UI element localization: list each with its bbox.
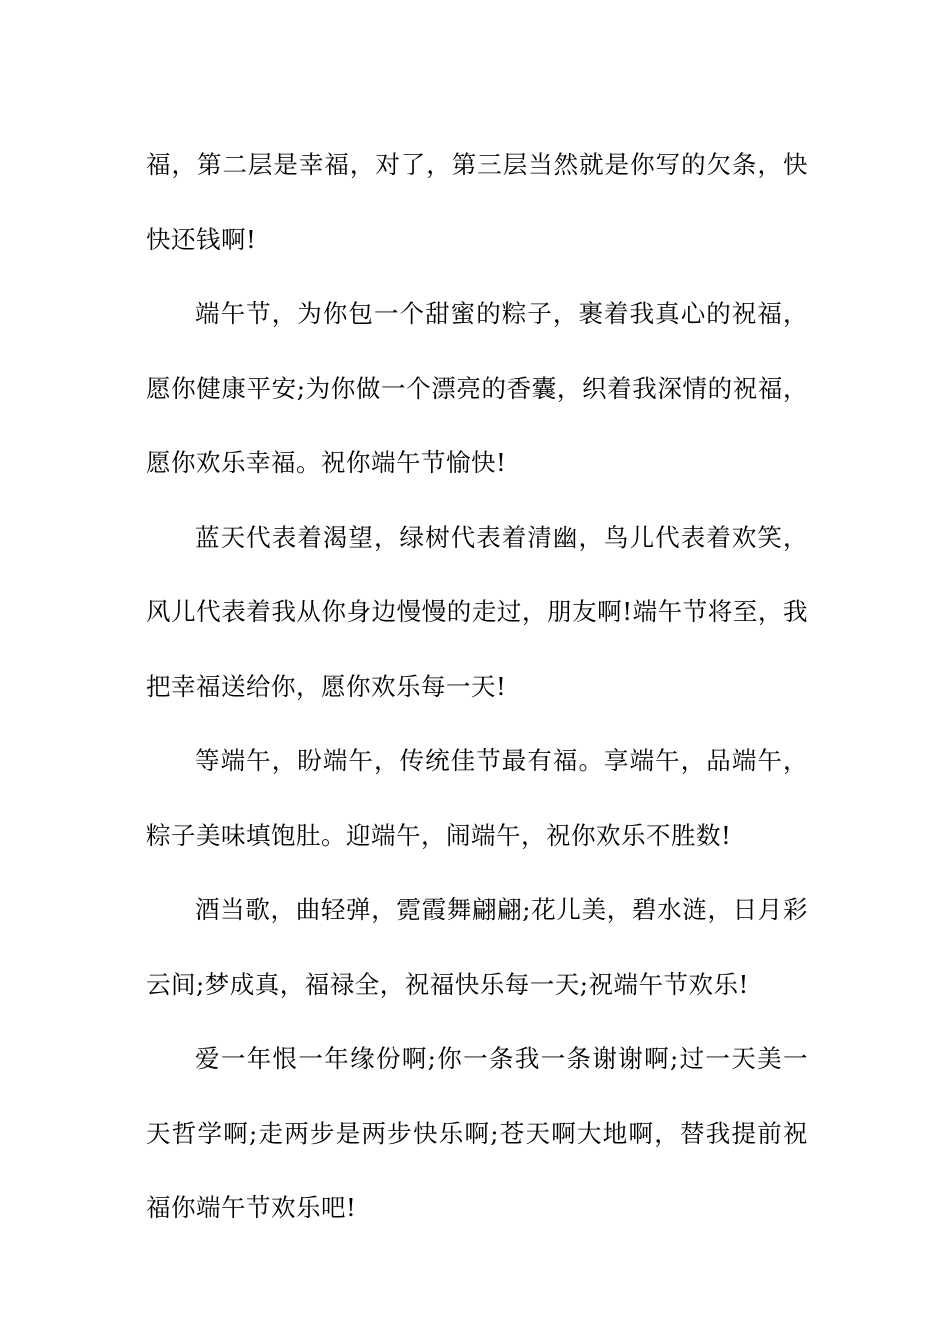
document-body bbox=[146, 128, 808, 1246]
paragraph-5: 酒当歌，曲轻弹，霓霞舞翩翩;花儿美，碧水涟，日月彩云间;梦成真，福禄全，祝福快乐每一天;祝端午节欢乐! bbox=[146, 895, 808, 999]
paragraph-4: 等端午，盼端午，传统佳节最有福。享端午，品端午，粽子美味填饱肚。迎端午，闹端午，祝你欢乐不胜数! bbox=[146, 746, 808, 850]
paragraph-6: 爱一年恨一年缘份啊;你一条我一条谢谢啊;过一天美一天哲学啊;走两步是两步快乐啊;苍天啊大地啊，替我提前祝福你端午节欢乐吧! bbox=[146, 1044, 808, 1222]
paragraph-2: 端午节，为你包一个甜蜜的粽子，裹着我真心的祝福，愿你健康平安;为你做一个漂亮的香囊，织着我深情的祝福，愿你欢乐幸福。祝你端午节愉快! bbox=[146, 299, 808, 477]
paragraph-1: 福，第二层是幸福，对了，第三层当然就是你写的欠条，快快还钱啊! bbox=[146, 150, 808, 254]
paragraph-3: 蓝天代表着渴望，绿树代表着清幽，鸟儿代表着欢笑，风儿代表着我从你身边慢慢的走过，朋友啊!端午节将至，我把幸福送给你，愿你欢乐每一天! bbox=[146, 522, 808, 701]
